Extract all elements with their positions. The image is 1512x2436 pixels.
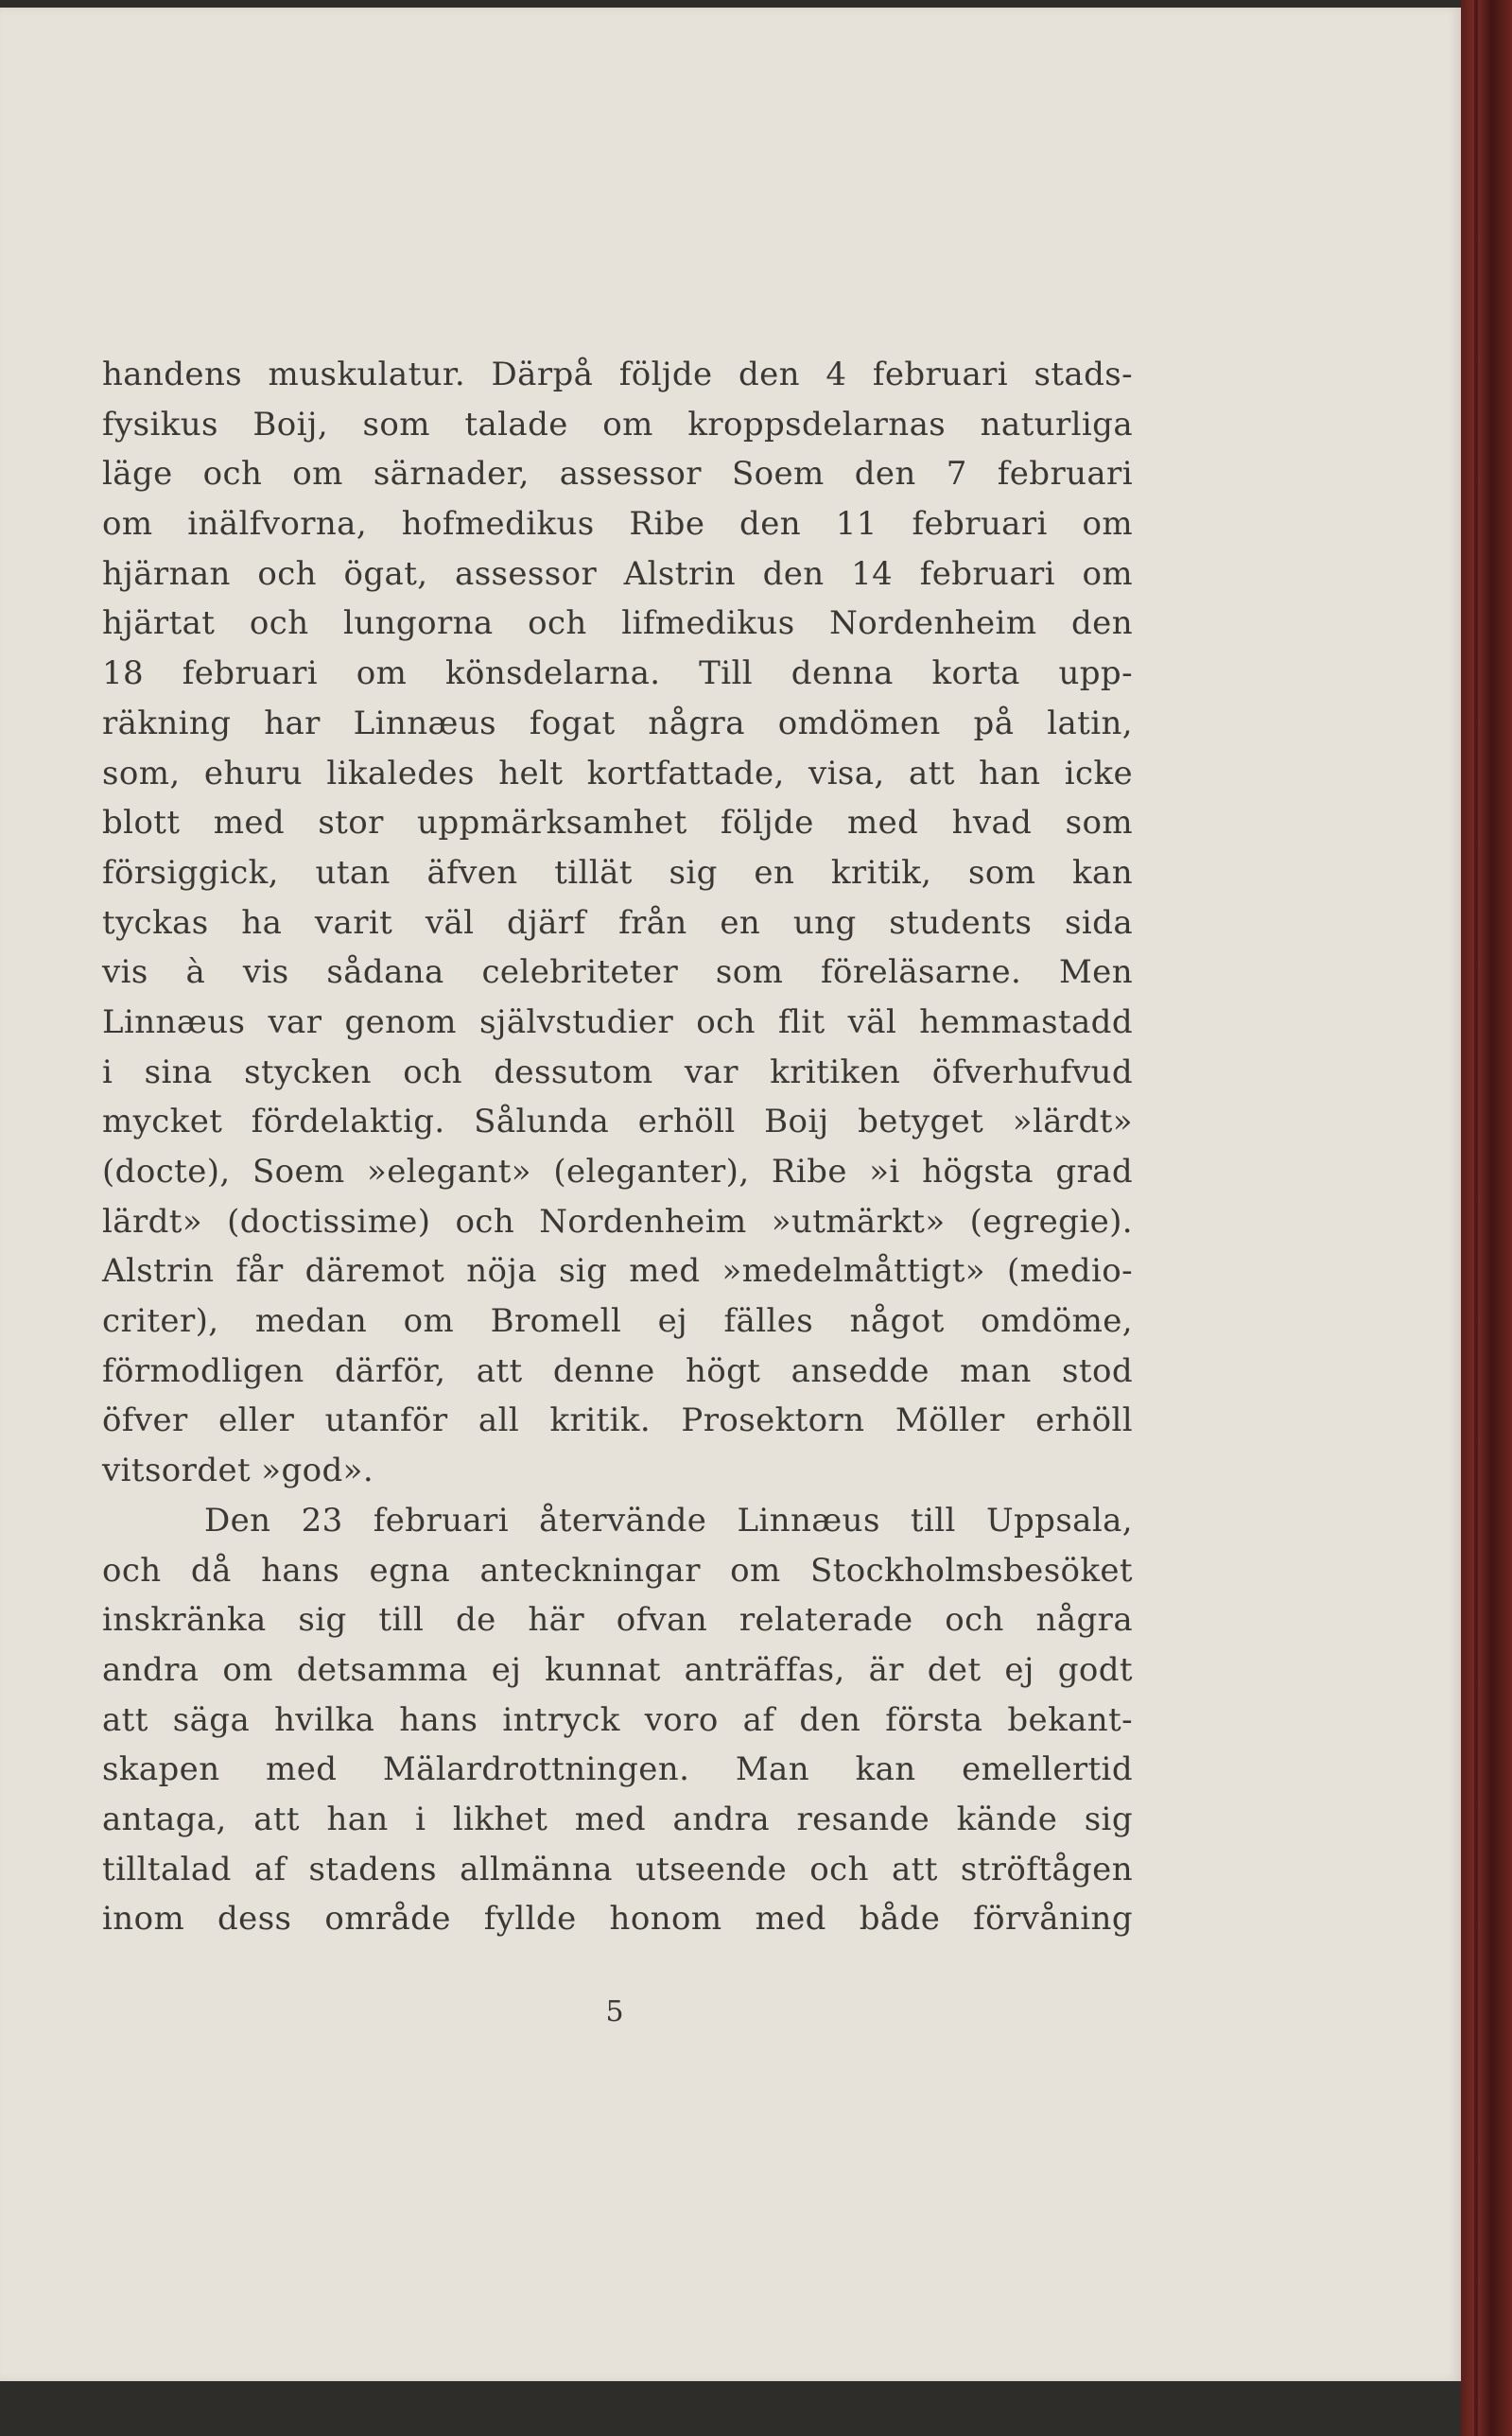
text-line: att säga hvilka hans intryck voro af den första bekant- (102, 1700, 1133, 1739)
text-line: inom dess område fyllde honom med både förvåning (102, 1900, 1133, 1939)
text-line: som, ehuru likaledes helt kortfattade, visa, att han icke (102, 754, 1133, 792)
text-line: och då hans egna anteckningar om Stockholmsbesöket (102, 1551, 1133, 1590)
text-line: vitsordet »god». (102, 1452, 374, 1490)
book-cover-edge (1461, 0, 1512, 2436)
text-line: andra om detsamma ej kunnat anträffas, är det ej godt (102, 1650, 1133, 1689)
text-line: hjärtat och lungorna och lifmedikus Nordenheim den (102, 604, 1133, 643)
text-line: lärdt» (doctissime) och Nordenheim »utmärkt» (egregie). (102, 1202, 1133, 1241)
text-line: 18 februari om könsdelarna. Till denna korta upp- (102, 654, 1133, 693)
text-line: i sina stycken och dessutom var kritiken öfverhufvud (102, 1053, 1133, 1091)
text-line: läge och om särnader, assessor Soem den 7 februari (102, 455, 1133, 494)
body-text (102, 350, 1133, 1944)
text-line: hjärnan och ögat, assessor Alstrin den 14 februari om (102, 554, 1133, 593)
text-line: förmodligen därför, att denne högt ansedde man stod (102, 1351, 1133, 1390)
text-line: Den 23 februari återvände Linnæus till Uppsala, (204, 1501, 1133, 1540)
text-line: vis à vis sådana celebriteter som föreläsarne. Men (102, 953, 1133, 992)
text-line: inskränka sig till de här ofvan relaterade och några (102, 1601, 1133, 1640)
text-line: blott med stor uppmärksamhet följde med hvad som (102, 804, 1133, 843)
text-line: criter), medan om Bromell ej fälles något omdöme, (102, 1302, 1133, 1341)
text-line: om inälfvorna, hofmedikus Ribe den 11 februari om (102, 505, 1133, 544)
text-line: tilltalad af stadens allmänna utseende och att ströftågen (102, 1850, 1133, 1888)
text-line: tyckas ha varit väl djärf från en ung students sida (102, 903, 1133, 942)
text-line: Linnæus var genom självstudier och flit väl hemmastadd (102, 1002, 1133, 1041)
text-line: handens muskulatur. Därpå följde den 4 februari stads- (102, 356, 1133, 393)
text-line: (docte), Soem »elegant» (eleganter), Ribe »i högsta grad (102, 1153, 1133, 1191)
text-line: Alstrin får däremot nöja sig med »medelmåttigt» (medio- (102, 1252, 1133, 1291)
text-line: öfver eller utanför all kritik. Prosektorn Möller erhöll (102, 1401, 1133, 1440)
text-line: fysikus Boij, som talade om kroppsdelarnas naturliga (102, 405, 1133, 444)
text-line: skapen med Mälardrottningen. Man kan emellertid (102, 1750, 1133, 1789)
text-line: räkning har Linnæus fogat några omdömen på latin, (102, 704, 1133, 742)
page-number: 5 (605, 1995, 624, 2028)
text-line: mycket fördelaktig. Sålunda erhöll Boij betyget »lärdt» (102, 1103, 1133, 1141)
text-line: försiggick, utan äfven tillät sig en kritik, som kan (102, 853, 1133, 892)
scan-bottom-edge (0, 2381, 1461, 2436)
text-line: antaga, att han i likhet med andra resande kände sig (102, 1800, 1133, 1838)
